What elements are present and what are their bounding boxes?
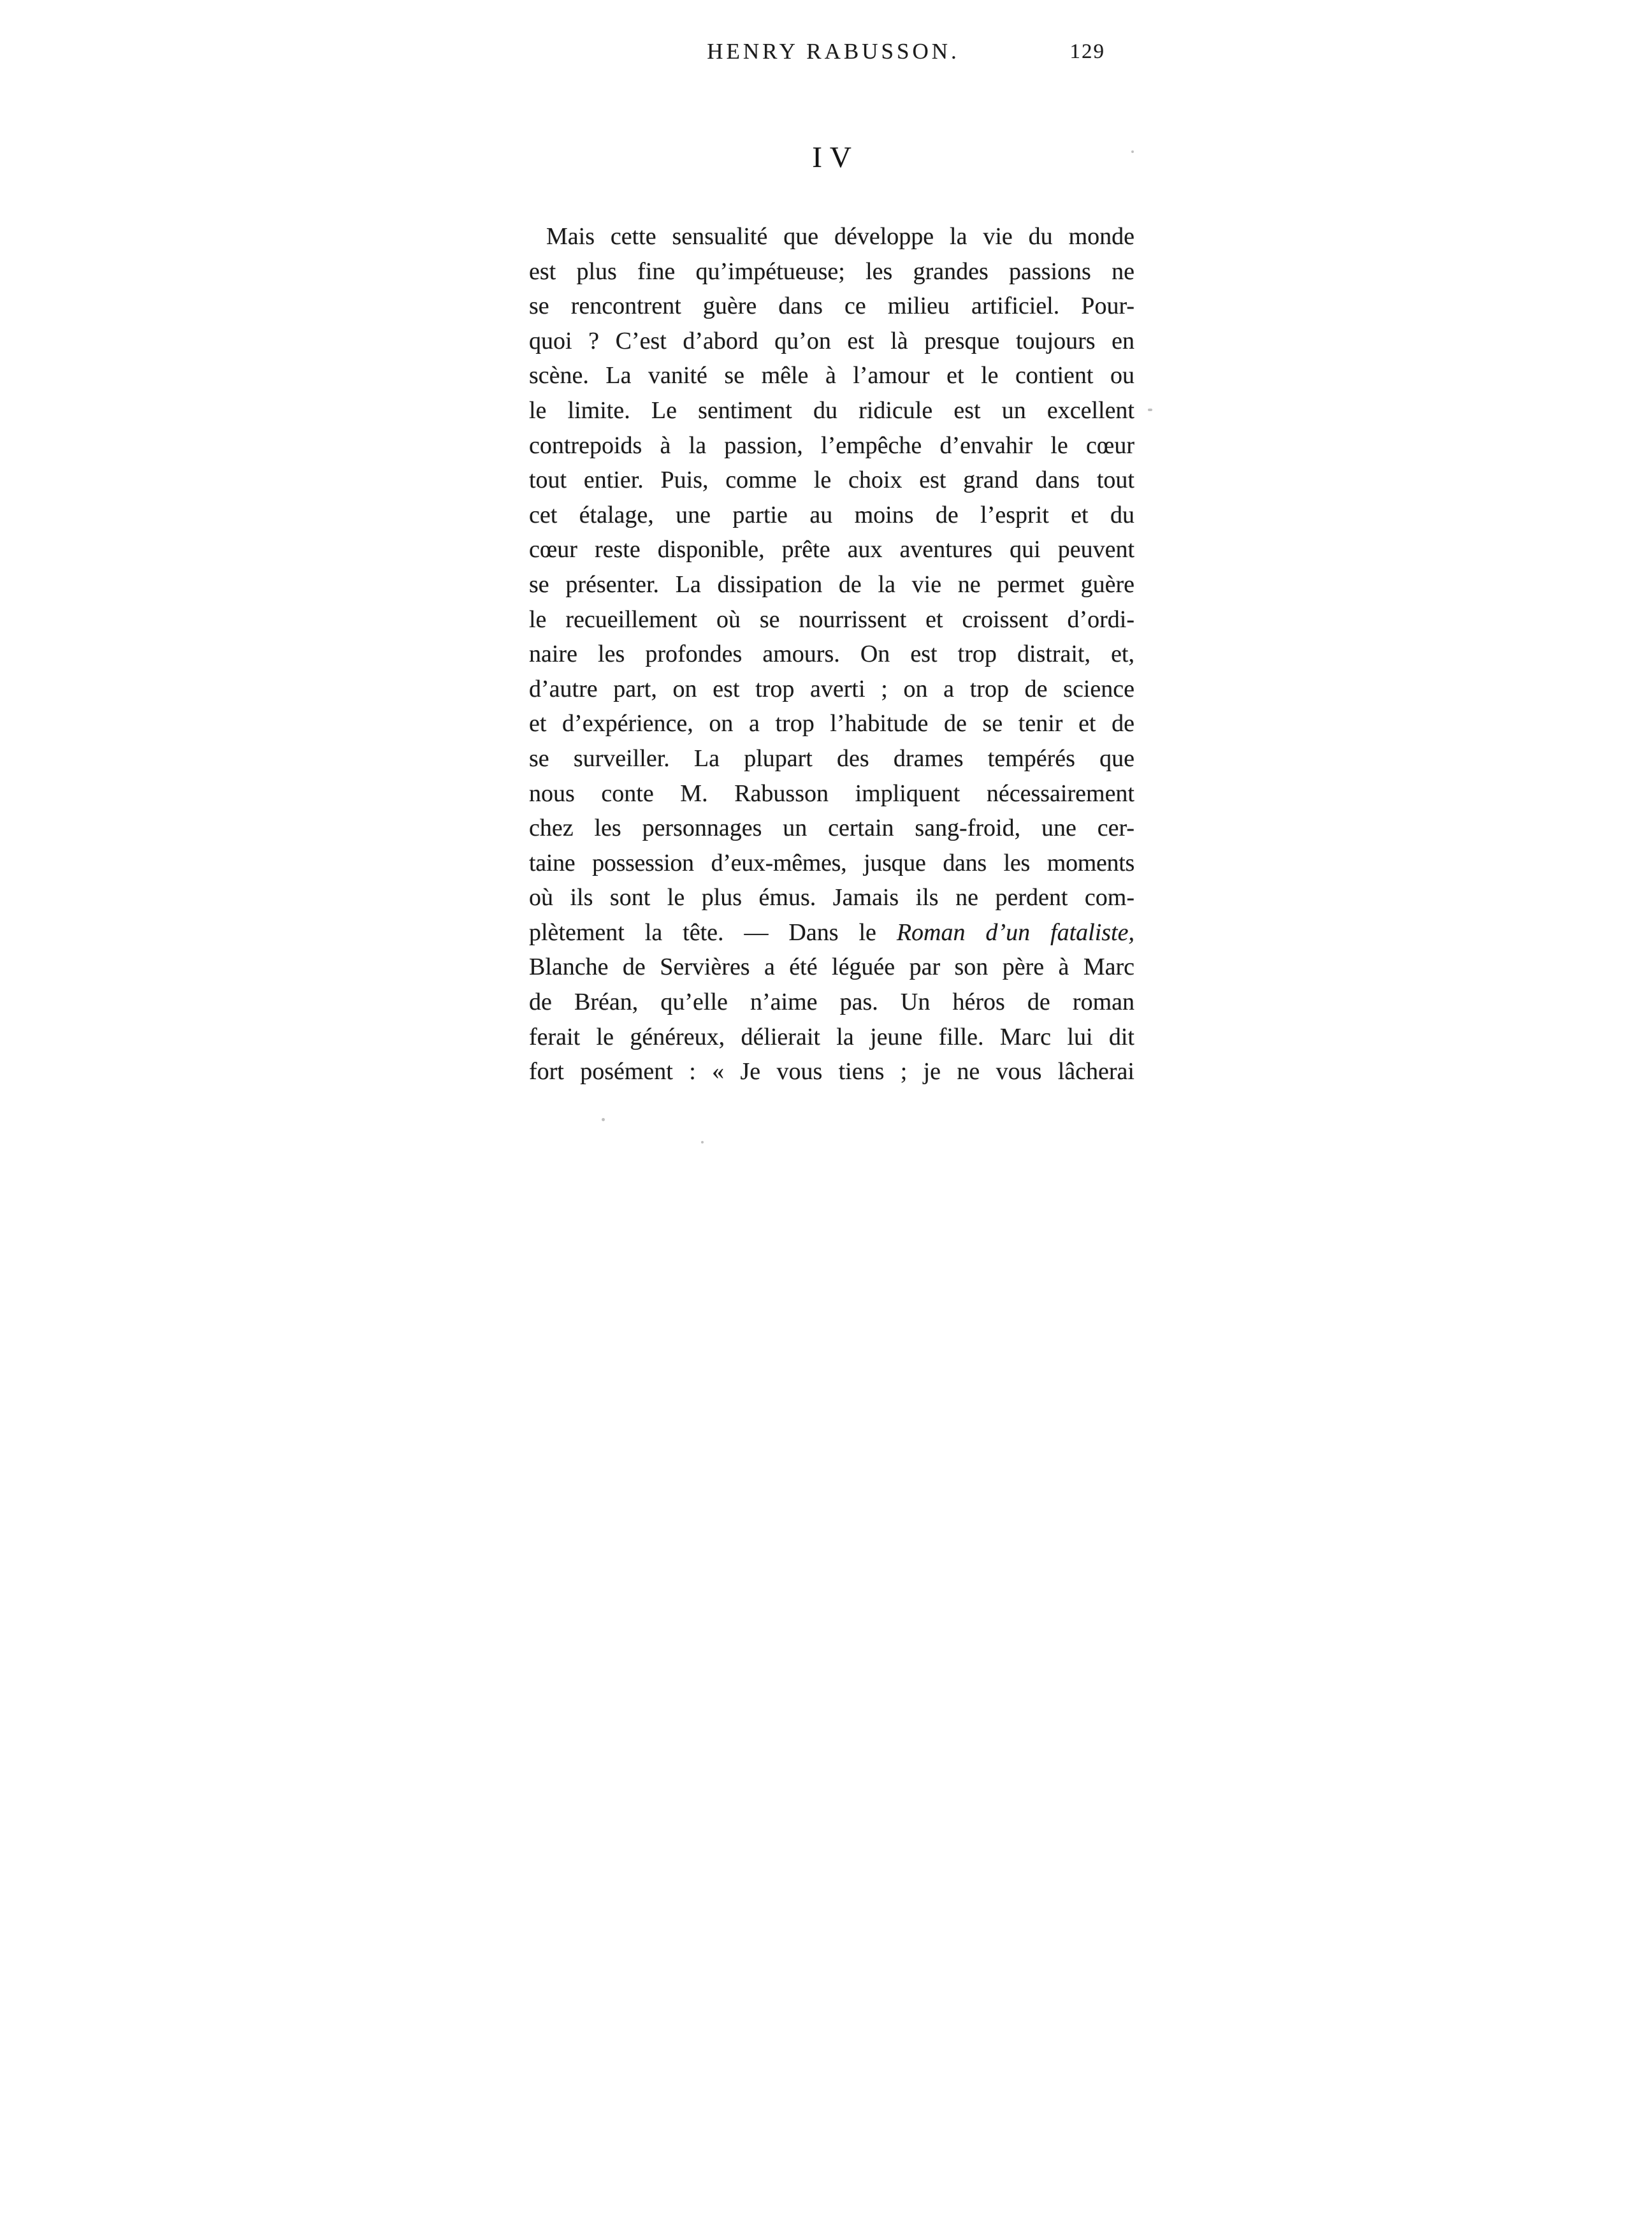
scan-speck (701, 1141, 704, 1143)
scan-speck (602, 1118, 605, 1121)
text-line: est plus fine qu’impétueuse; les grandes passions ne (529, 258, 1134, 285)
text-line: chez les personnages un certain sang-froid, une cer- (529, 815, 1134, 842)
text-line: cet étalage, une partie au moins de l’esprit et du (529, 501, 1134, 528)
text-line: d’autre part, on est trop averti ; on a trop de science (529, 675, 1134, 702)
text-line: nous conte M. Rabusson impliquent nécessairement (529, 780, 1134, 807)
text-line: taine possession d’eux-mêmes, jusque dans les moments (529, 849, 1134, 876)
text-segment: plètement la tête. — Dans le (529, 918, 897, 946)
text-line (529, 915, 1134, 950)
text-line: se rencontrent guère dans ce milieu artificiel. Pour- (529, 293, 1134, 320)
text-line: le limite. Le sentiment du ridicule est un excellent (529, 396, 1134, 424)
text-line: Blanche de Servières a été léguée par son père à Marc (529, 954, 1134, 981)
text-line: contrepoids à la passion, l’empêche d’envahir le cœur (529, 432, 1134, 459)
text-line: se surveiller. La plupart des drames tempérés que (529, 744, 1134, 772)
running-title: HENRY RABUSSON. (707, 39, 960, 64)
text-line: quoi ? C’est d’abord qu’on est là presque toujours en (529, 327, 1134, 354)
text-line: se présenter. La dissipation de la vie ne permet guère (529, 570, 1134, 598)
text-line: fort posément : « Je vous tiens ; je ne vous lâcherai (529, 1058, 1134, 1085)
text-line: naire les profondes amours. On est trop distrait, et, (529, 641, 1134, 668)
text-line: le recueillement où se nourrissent et croissent d’ordi- (529, 606, 1134, 633)
text-line: de Bréan, qu’elle n’aime pas. Un héros de roman (529, 989, 1134, 1016)
text-line: ferait le généreux, délierait la jeune fille. Marc lui dit (529, 1023, 1134, 1050)
scan-speck (1148, 409, 1152, 411)
text-line: et d’expérience, on a trop l’habitude de se tenir et de (529, 710, 1134, 737)
book-title-italic: Roman d’un fataliste, (896, 918, 1134, 946)
text-line: tout entier. Puis, comme le choix est grand dans tout (529, 467, 1134, 494)
scan-speck (1131, 150, 1134, 153)
section-heading: IV (812, 141, 859, 174)
page-header (529, 37, 1134, 66)
text-line: Mais cette sensualité que développe la vie du monde (546, 223, 1134, 250)
text-line: scène. La vanité se mêle à l’amour et le contient ou (529, 362, 1134, 389)
page-number: 129 (1069, 40, 1105, 63)
paragraph (529, 219, 1134, 1089)
text-line: cœur reste disponible, prête aux aventures qui peuvent (529, 536, 1134, 563)
text-line: où ils sont le plus émus. Jamais ils ne perdent com- (529, 884, 1134, 911)
